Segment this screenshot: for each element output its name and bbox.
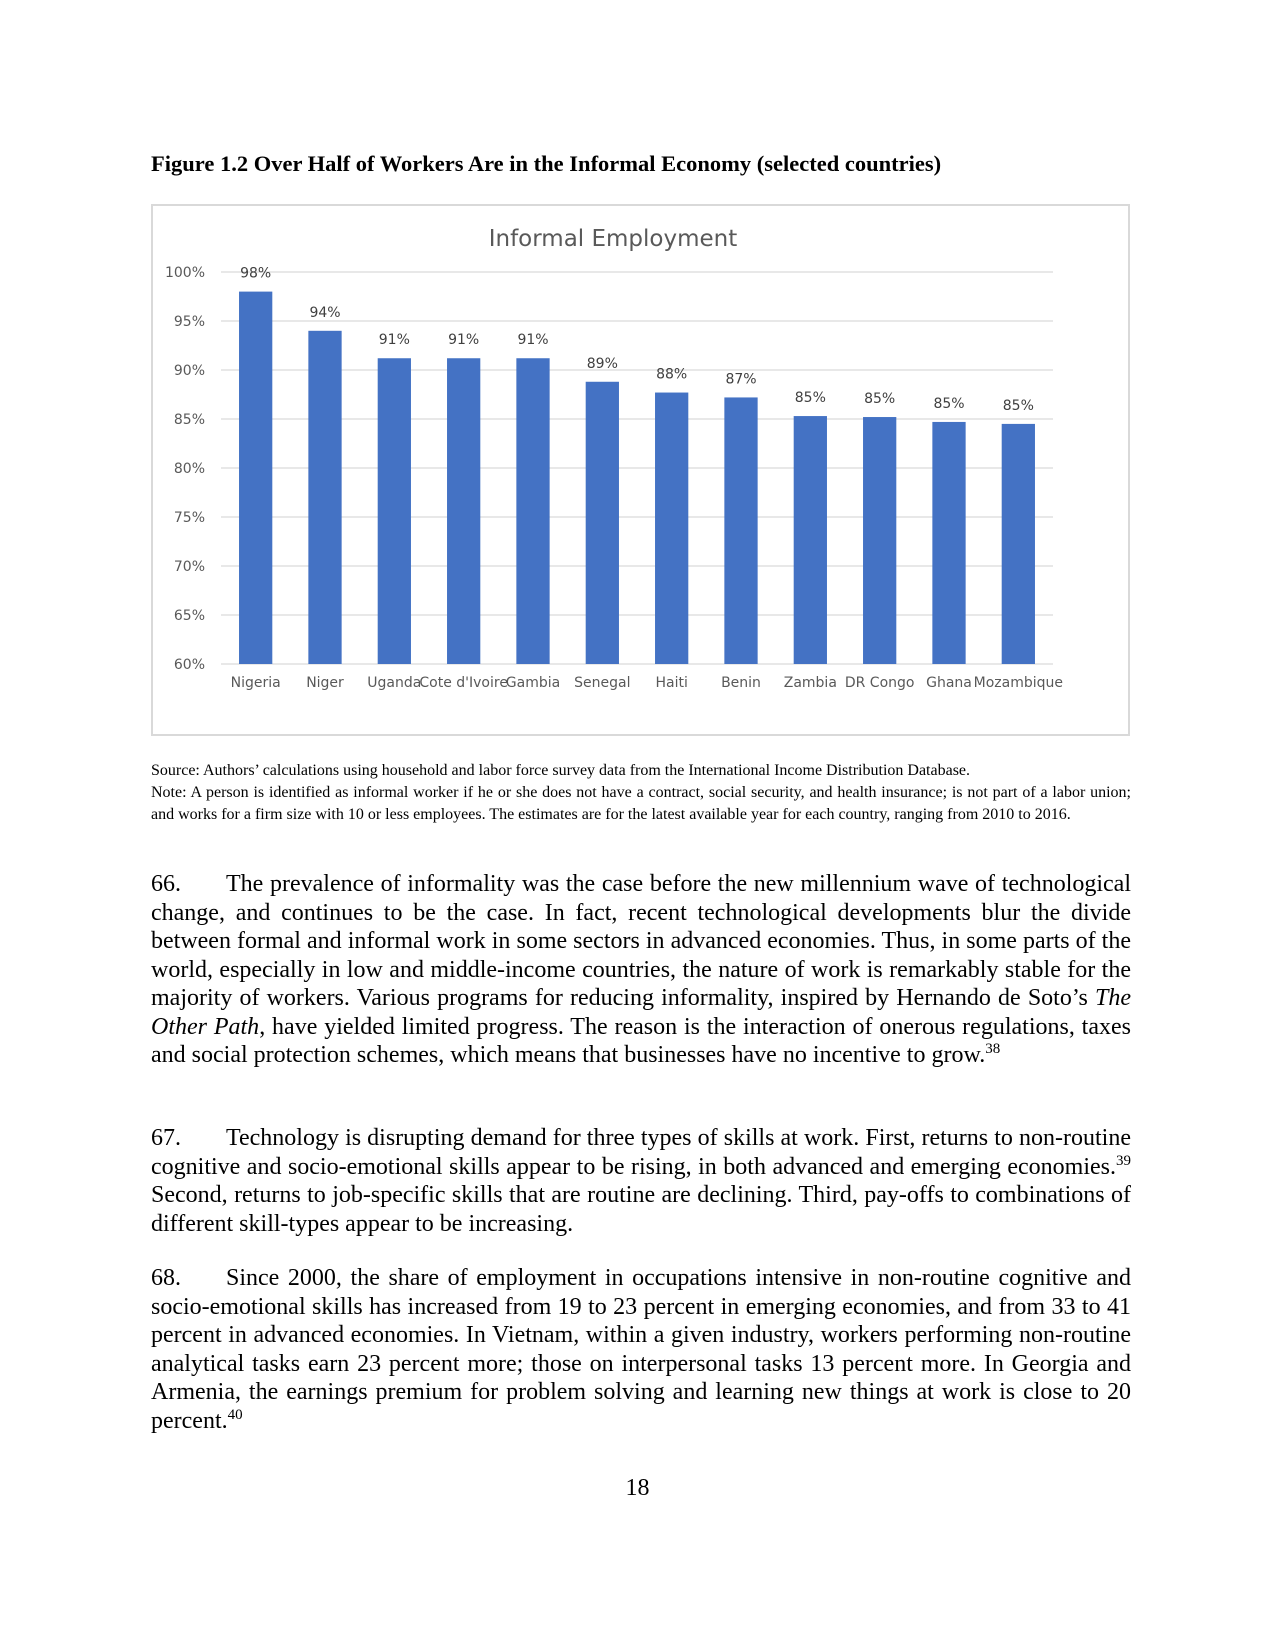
chart-container bbox=[151, 204, 1130, 736]
y-tick-label: 80% bbox=[173, 461, 205, 477]
book-title: The Other Path bbox=[151, 985, 1131, 1040]
paragraph-text: Second, returns to job-specific skills that are routine are declining. Third, pay-offs to combinations of different skill-types appear to be increasing. bbox=[151, 1182, 1131, 1237]
y-tick-label: 95% bbox=[173, 314, 205, 330]
y-tick-label: 75% bbox=[173, 510, 205, 526]
bar bbox=[378, 358, 411, 664]
paragraph-text: The prevalence of informality was the case before the new millennium wave of technological change, and continues to be the case. In fact, recent technological developments blur the divide between formal and informal work in some sectors in advanced economies. Thus, in some parts of the world, especially in low and middle-income countries, the nature of work is remarkably stable for the majority of workers. Various programs for reducing informality, inspired by Hernando de Soto’s bbox=[151, 871, 1131, 1011]
paragraph-number: 67. bbox=[151, 1125, 181, 1151]
bar bbox=[586, 382, 619, 664]
paragraph-number: 68. bbox=[151, 1265, 181, 1291]
paragraph-text: , have yielded limited progress. The reason is the interaction of onerous regulations, taxes and social protection schemes, which means that businesses have no incentive to grow. bbox=[151, 1013, 1131, 1068]
y-tick-label: 100% bbox=[164, 265, 205, 281]
bar bbox=[516, 358, 549, 664]
data-label: 94% bbox=[309, 304, 341, 321]
paragraph-66 bbox=[151, 870, 1131, 1070]
paragraph-text: Technology is disrupting demand for three types of skills at work. First, returns to non-routine cognitive and socio-emotional skills appear to be rising, in both advanced and emerging economies. bbox=[151, 1125, 1131, 1180]
y-tick-label: 60% bbox=[173, 657, 205, 673]
bar bbox=[239, 292, 272, 664]
paragraph-number: 66. bbox=[151, 871, 181, 897]
source-text: Source: Authors’ calculations using household and labor force survey data from the International Income Distribution Database. bbox=[151, 762, 971, 779]
data-label: 91% bbox=[517, 332, 549, 349]
data-label: 88% bbox=[656, 366, 688, 383]
source-note bbox=[151, 760, 1131, 826]
data-label: 85% bbox=[933, 395, 965, 412]
data-label: 89% bbox=[586, 355, 618, 372]
data-label: 87% bbox=[725, 371, 757, 388]
y-tick-label: 90% bbox=[173, 363, 205, 379]
bar bbox=[724, 397, 757, 664]
category-label: Uganda bbox=[367, 675, 422, 691]
bar bbox=[932, 422, 965, 664]
bar bbox=[794, 416, 827, 664]
category-label: Gambia bbox=[505, 675, 561, 691]
y-tick-label: 70% bbox=[173, 559, 205, 575]
category-label: Nigeria bbox=[230, 675, 281, 691]
data-label: 85% bbox=[794, 390, 826, 407]
data-label: 91% bbox=[378, 332, 410, 349]
bar bbox=[863, 417, 896, 664]
paragraph-text: Since 2000, the share of employment in occupations intensive in non-routine cognitive and socio-emotional skills has increased from 19 to 23 percent in emerging economies, and from 33 to 41 percent in advanced economies. In Vietnam, within a given industry, workers performing non-routine analytical tasks earn 23 percent more; those on interpersonal tasks 13 percent more. In Georgia and Armenia, the earnings premium for problem solving and learning new things at work is close to 20 percent. bbox=[151, 1265, 1131, 1434]
bar bbox=[655, 393, 688, 664]
data-label: 85% bbox=[1002, 397, 1034, 414]
data-label: 98% bbox=[240, 265, 272, 282]
data-label: 91% bbox=[448, 332, 480, 349]
y-tick-label: 85% bbox=[173, 412, 205, 428]
bar bbox=[308, 331, 341, 664]
bar bbox=[447, 358, 480, 664]
page-number: 18 bbox=[625, 1475, 650, 1501]
category-label: DR Congo bbox=[844, 675, 915, 691]
bar bbox=[1002, 424, 1035, 664]
category-label: Ghana bbox=[926, 675, 972, 691]
category-label: Zambia bbox=[783, 675, 837, 691]
paragraph-67 bbox=[151, 1124, 1131, 1238]
bar-chart bbox=[153, 206, 1128, 734]
data-label: 85% bbox=[864, 391, 896, 408]
paragraph-68 bbox=[151, 1264, 1131, 1435]
category-label: Mozambique bbox=[973, 675, 1064, 691]
chart-title: Informal Employment bbox=[488, 226, 738, 252]
category-label: Niger bbox=[306, 675, 344, 691]
category-label: Senegal bbox=[574, 675, 631, 691]
figure-title: Figure 1.2 Over Half of Workers Are in the Informal Economy (selected countries) bbox=[151, 151, 942, 176]
note-text: Note: A person is identified as informal worker if he or she does not have a contract, social security, and health insurance; is not part of a labor union; and works for a firm size with 10 or less employees. The estimates are for the latest available year for each country, ranging from 2010 to 2016. bbox=[151, 784, 1131, 823]
footnote-ref[interactable]: 39 bbox=[1116, 1152, 1131, 1169]
footnote-ref[interactable]: 38 bbox=[985, 1041, 1001, 1057]
category-label: Haiti bbox=[655, 675, 688, 691]
y-tick-label: 65% bbox=[173, 608, 205, 624]
category-label: Cote d'Ivoire bbox=[419, 675, 508, 691]
footnote-ref[interactable]: 40 bbox=[227, 1406, 243, 1423]
category-label: Benin bbox=[721, 675, 761, 691]
